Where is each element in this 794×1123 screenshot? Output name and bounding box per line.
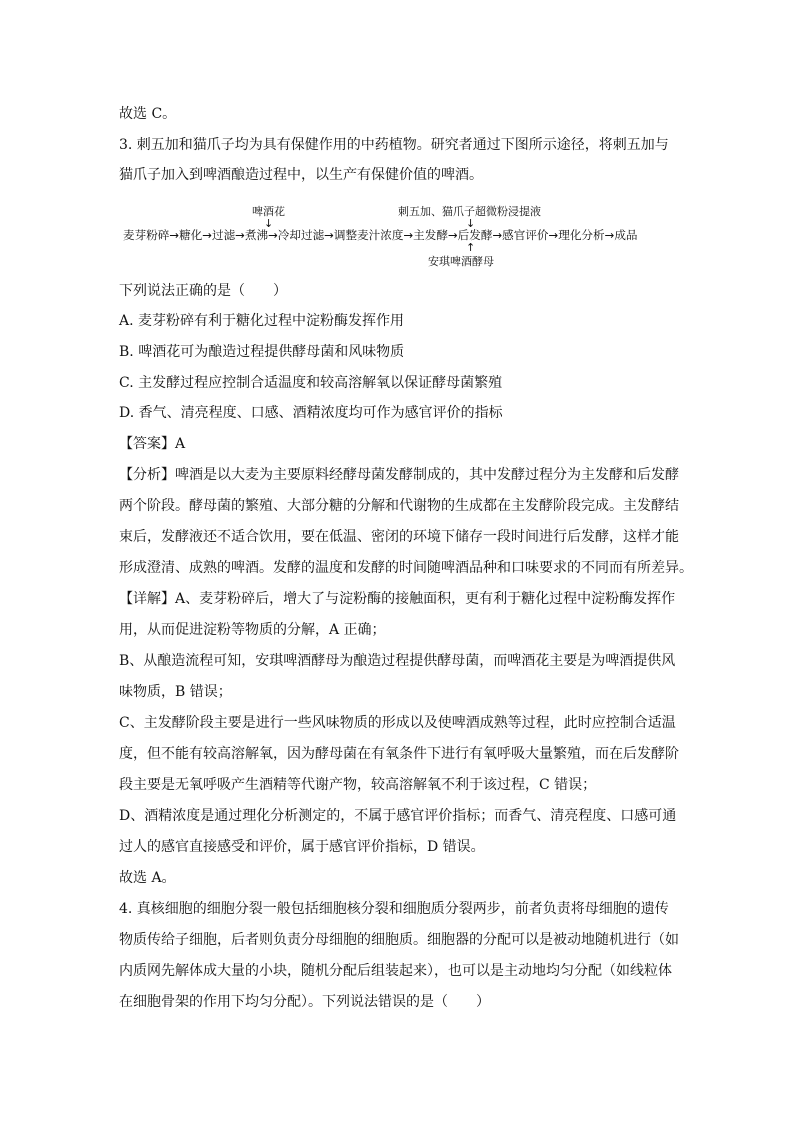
question-4-line: 在细胞骨架的作用下均匀分配）。下列说法错误的是（ ） [119, 994, 490, 1010]
detail-line: 度，但不能有较高溶解氧，因为酵母菌在有氧条件下进行有氧呼吸大量繁殖，而在后发酵阶 [119, 746, 679, 762]
question-prompt: 下列说法正确的是（ ） [119, 283, 287, 299]
option-d: D. 香气、清亮程度、口感、酒精浓度均可作为感官评价的指标 [119, 405, 503, 421]
analysis-line: 形成澄清、成熟的啤酒。发酵的温度和发酵的时间随啤酒品种和口味要求的不同而有所差异。 [119, 560, 693, 576]
down-arrow: ↓ [264, 217, 274, 230]
option-a: A. 麦芽粉碎有利于糖化过程中淀粉酶发挥作用 [119, 313, 405, 329]
question-4-line: 内质网先解体成大量的小块，随机分配后组装起来），也可以是主动地均匀分配（如线粒体 [119, 963, 672, 979]
question-4-line: 物质传给子细胞，后者则负责分母细胞的细胞质。细胞器的分配可以是被动地随机进行（如 [119, 932, 679, 948]
herb-extract-label: 刺五加、猫爪子超微粉浸提液 [398, 205, 541, 218]
detail-line: C、主发酵阶段主要是进行一些风味物质的形成以及使啤酒成熟等过程，此时应控制合适温 [119, 715, 676, 731]
detail-line: 过人的感官直接感受和评价，属于感官评价指标，D 错误。 [119, 839, 485, 855]
option-b: B. 啤酒花可为酿造过程提供酵母菌和风味物质 [119, 344, 405, 360]
detail-line: 段主要是无氧呼吸产生酒精等代谢产物，较高溶解氧不利于该过程，C 错误； [119, 777, 597, 793]
analysis-line: 束后，发酵液还不适合饮用，要在低温、密闭的环境下储存一段时间进行后发酵，这样才能 [119, 529, 679, 545]
option-c: C. 主发酵过程应控制合适温度和较高溶解氧以保证酵母菌繁殖 [119, 375, 503, 391]
text-line: 猫爪子加入到啤酒酿造过程中，以生产有保健价值的啤酒。 [119, 167, 483, 183]
hops-label: 啤酒花 [252, 205, 285, 218]
detail-line: B、从酿造流程可知，安琪啤酒酵母为酿造过程提供酵母菌，而啤酒花主要是为啤酒提供风 [119, 653, 676, 669]
text-line: 故选 A。 [119, 870, 176, 886]
answer-line: 【答案】A [119, 436, 186, 452]
main-process-flow: 麦芽粉碎→糖化→过滤→煮沸→冷却过滤→调整麦汁浓度→主发酵→后发酵→感官评价→理化分析→成品 [123, 228, 638, 242]
analysis-line: 两个阶段。酵母菌的繁殖、大部分糖的分解和代谢物的生成都在主发酵阶段完成。主发酵结 [119, 498, 679, 514]
yeast-label: 安琪啤酒酵母 [428, 255, 494, 268]
question-3-line: 3. 刺五加和猫爪子均为具有保健作用的中药植物。研究者通过下图所示途径，将刺五加与 [119, 137, 669, 153]
question-4-line: 4. 真核细胞的细胞分裂一般包括细胞核分裂和细胞质分裂两步，前者负责将母细胞的遗传 [119, 901, 669, 917]
up-arrow: ↑ [466, 241, 476, 254]
detail-line: 味物质，B 错误； [119, 684, 232, 700]
detail-line: 用，从而促进淀粉等物质的分解，A 正确； [119, 622, 386, 638]
down-arrow: ↓ [466, 217, 476, 230]
detail-line: D、酒精浓度是通过理化分析测定的，不属于感官评价指标；而香气、清亮程度、口感可通 [119, 808, 677, 824]
analysis-line: 【分析】啤酒是以大麦为主要原料经酵母菌发酵制成的，其中发酵过程分为主发酵和后发酵 [119, 467, 679, 483]
text-line: 故选 C。 [119, 106, 177, 122]
detail-line: 【详解】A、麦芽粉碎后，增大了与淀粉酶的接触面积，更有利于糖化过程中淀粉酶发挥作 [119, 591, 676, 607]
